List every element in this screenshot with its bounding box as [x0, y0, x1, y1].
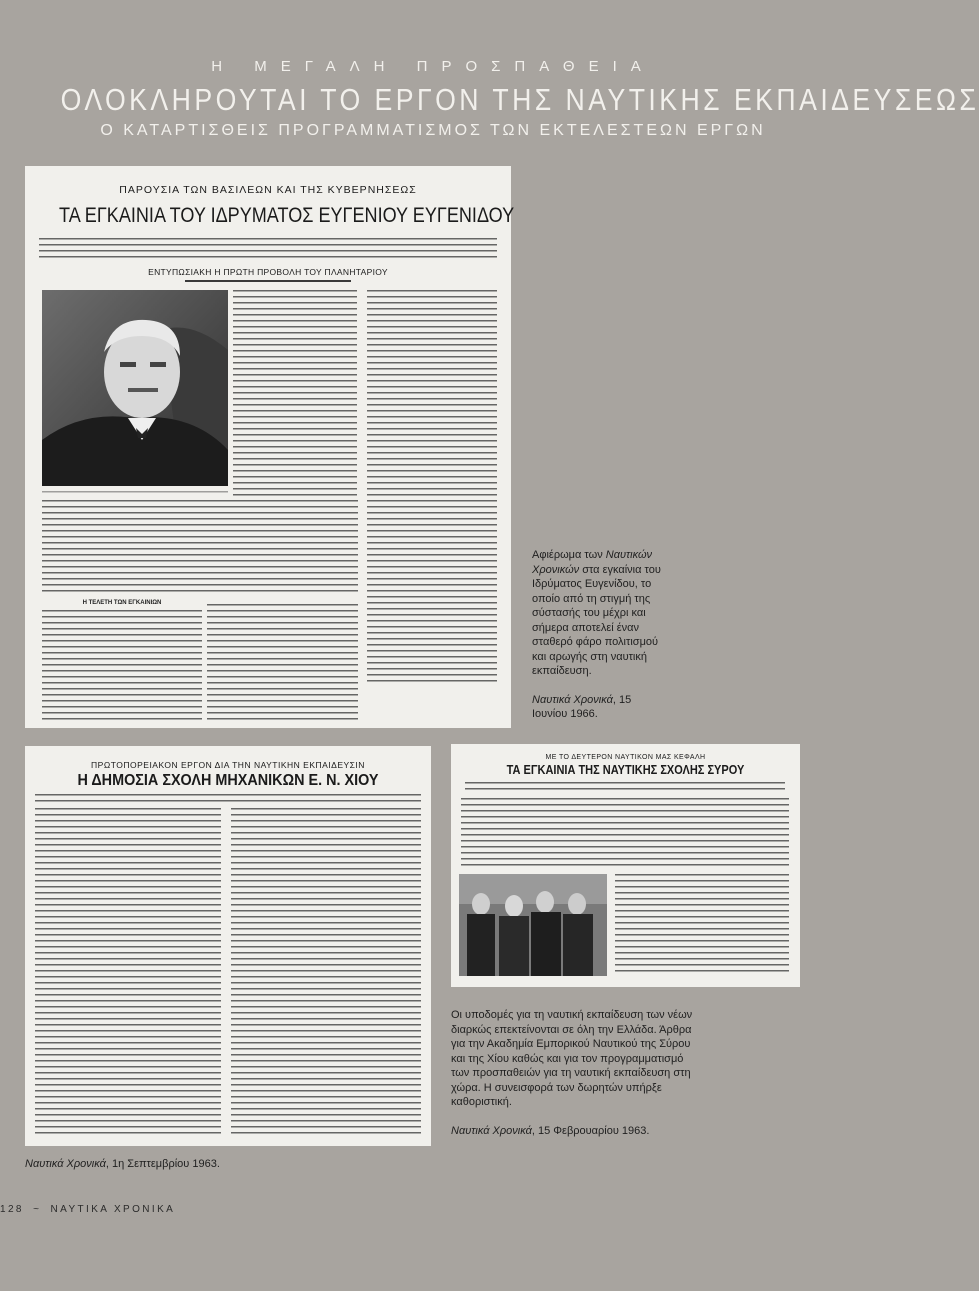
- photo-caption: [42, 491, 228, 494]
- clipping-text-column: [207, 604, 358, 720]
- newspaper-clipping-syros: [451, 744, 800, 987]
- newspaper-clipping-chios: [25, 746, 431, 1146]
- caption-syros: Οι υποδομές για τη ναυτική εκπαίδευση των νέων διαρκώς επεκτείνονται σε όλη την Ελλάδα. Άρθρα για την Ακαδημία Εμπορικού Ναυτικού της Σύρου και της Χίου καθώς και για τον προγραμματισμό των προσπαθειών για τη ναυτική εκπαίδευση στη χώρα. Η συνεισφορά των δωρητών υπήρξε καθοριστική. Ναυτικά Χρονικά, 15 Φεβρουαρίου 1963.: [451, 1009, 693, 1137]
- group-photo: [459, 874, 607, 976]
- clipping-headline: ΤΑ ΕΓΚΑΙΝΙΑ ΤΟΥ ΙΔΡΥΜΑΤΟΣ ΕΥΓΕΝΙΟΥ ΕΥΓΕΝΙΔΟΥ: [59, 204, 515, 227]
- clipping-lede: [39, 238, 497, 258]
- page-title: ΟΛΟΚΛΗΡΟΥΤΑΙ ΤΟ ΕΡΓΟΝ ΤΗΣ ΝΑΥΤΙΚΗΣ ΕΚΠΑΙΔΕΥΣΕΩΣ: [60, 82, 979, 117]
- clipping-lede: [35, 794, 421, 802]
- clipping-section-heading: Η ΤΕΛΕΤΗ ΤΩΝ ΕΓΚΑΙΝΙΩΝ: [82, 600, 162, 606]
- clipping-kicker: ΠΑΡΟΥΣΙΑ ΤΩΝ ΒΑΣΙΛΕΩΝ ΚΑΙ ΤΗΣ ΚΥΒΕΡΝΗΣΕΩΣ: [119, 184, 417, 196]
- clipping-kicker: ΠΡΩΤΟΠΟΡΕΙΑΚΟΝ ΕΡΓΟΝ ΔΙΑ ΤΗΝ ΝΑΥΤΙΚΗΝ ΕΚΠΑΙΔΕΥΣΙΝ: [91, 760, 365, 770]
- clipping-text-column: [231, 808, 421, 1134]
- clipping-kicker: ΜΕ ΤΟ ΔΕΥΤΕΡΟΝ ΝΑΥΤΙΚΟΝ ΜΑΣ ΚΕΦΑΛΗ: [545, 754, 706, 761]
- caption-chios: Ναυτικά Χρονικά, 1η Σεπτεμβρίου 1963.: [25, 1158, 220, 1170]
- clipping-subhead: ΕΝΤΥΠΩΣΙΑΚΗ Η ΠΡΩΤΗ ΠΡΟΒΟΛΗ ΤΟΥ ΠΛΑΝΗΤΑΡΙΟΥ: [148, 267, 388, 277]
- rule: [185, 280, 351, 282]
- clipping-lede: [465, 782, 785, 792]
- page-number: 128: [0, 1204, 24, 1215]
- clipping-text-column: [367, 290, 497, 685]
- magazine-name: ΝΑΥΤΙΚΑ ΧΡΟΝΙΚΑ: [50, 1204, 176, 1215]
- clipping-text-column: [233, 290, 357, 498]
- clipping-text-column: [35, 808, 221, 1134]
- footer-dash: ~: [33, 1204, 42, 1215]
- portrait-photo: [42, 290, 228, 486]
- clipping-text-column: [42, 500, 358, 592]
- page-kicker: Η ΜΕΓΑΛΗ ΠΡΟΣΠΑΘΕΙΑ: [211, 58, 655, 75]
- page-subtitle: Ο ΚΑΤΑΡΤΙΣΘΕΙΣ ΠΡΟΓΡΑΜΜΑΤΙΣΜΟΣ ΤΩΝ ΕΚΤΕΛΕΣΤΕΩΝ ΕΡΓΩΝ: [100, 122, 766, 139]
- clipping-headline: ΤΑ ΕΓΚΑΙΝΙΑ ΤΗΣ ΝΑΥΤΙΚΗΣ ΣΧΟΛΗΣ ΣΥΡΟΥ: [506, 763, 745, 777]
- clipping-headline: Η ΔΗΜΟΣΙΑ ΣΧΟΛΗ ΜΗΧΑΝΙΚΩΝ Ε. Ν. ΧΙΟΥ: [77, 772, 379, 789]
- clipping-text-column: [42, 610, 202, 720]
- page-footer: [0, 1204, 175, 1215]
- caption-eugenides: Αφιέρωμα των Ναυτικών Χρονικών στα εγκαίνια του Ιδρύματος Ευγενίδου, το οποίο από τη στιγμή της σύστασής του μέχρι και σήμερα αποτελεί έναν σταθερό φάρο πολιτισμού και αρωγής στη ναυτική εκπαίδευση. Ναυτικά Χρονικά, 15 Ιουνίου 1966.: [532, 549, 661, 720]
- newspaper-clipping-eugenides: [25, 166, 515, 728]
- clipping-text-column: [615, 874, 789, 976]
- clipping-text-column: [461, 798, 789, 870]
